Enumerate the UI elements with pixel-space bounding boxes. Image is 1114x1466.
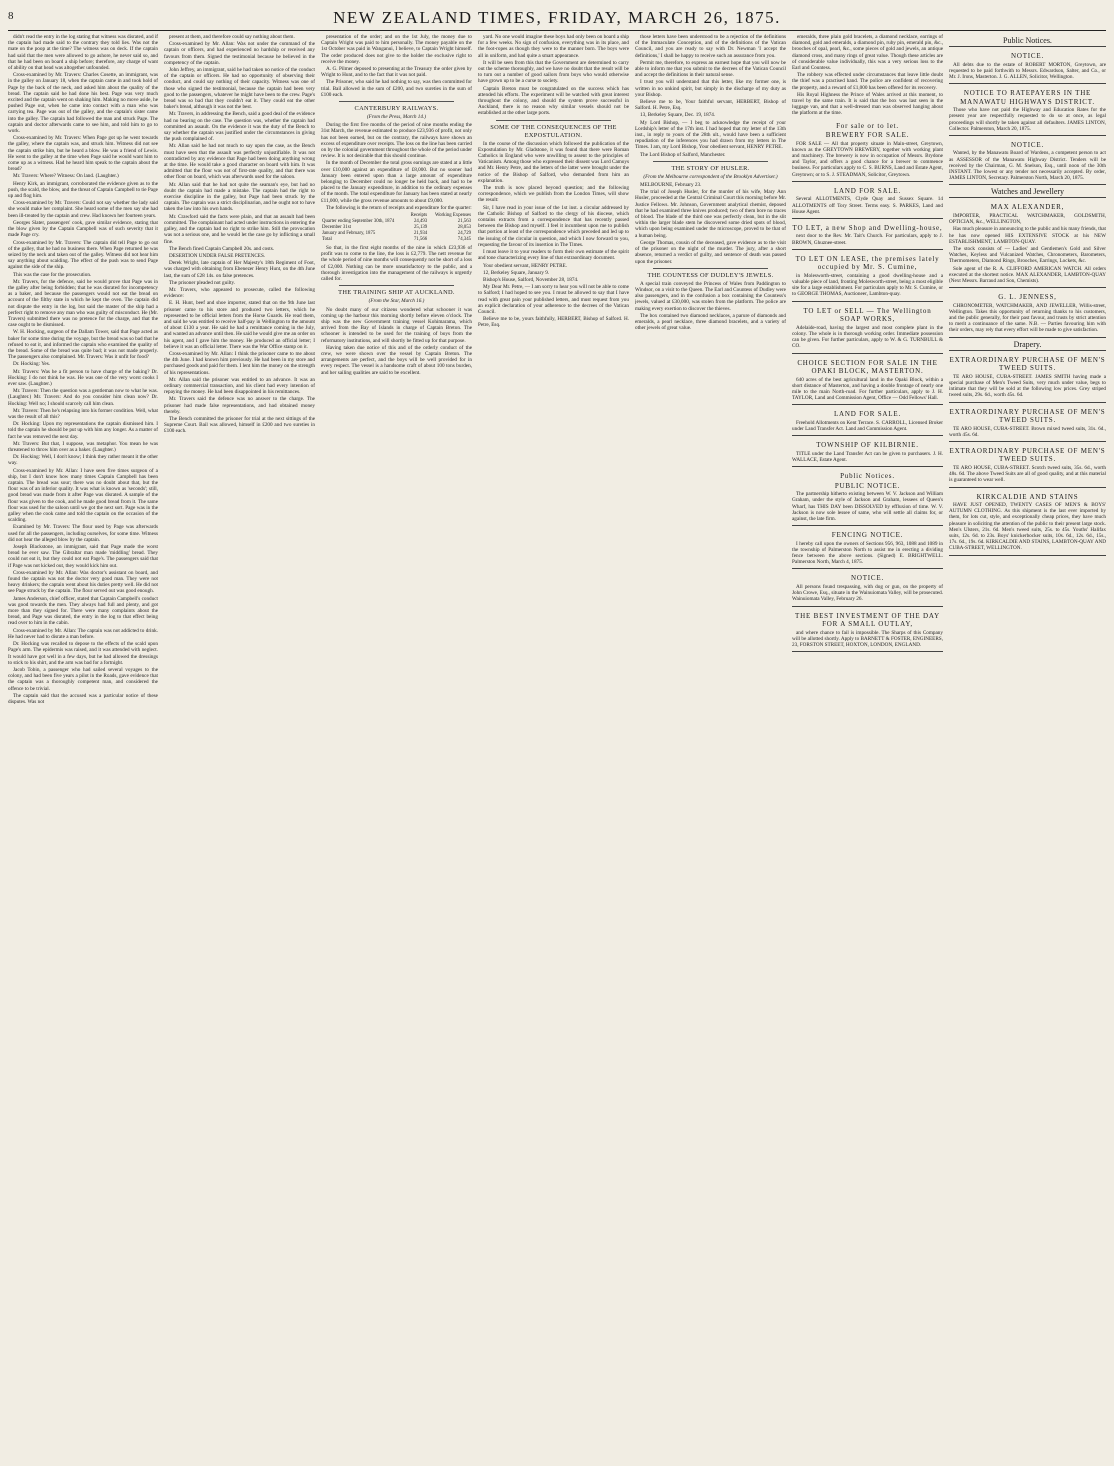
article-paragraph: Georges Slater, passengers' cook, gave similar evidence, stating that the blow given by the Captain Campbell was of such severity that it made Page cry.	[8, 219, 158, 239]
ad-heading: NOTICE.	[850, 574, 884, 583]
article-paragraph: 12, Berkeley Square, January 9.	[483, 269, 550, 276]
table-cell: 74,345	[457, 237, 471, 243]
article-paragraph: Mr. Allan said the prisoner was entitled to an advance. It was an ordinary commercial transaction, and his client had every intention of repaying the money. He had been disappointed in his remittances.	[164, 376, 315, 396]
ad-title: PUBLIC NOTICE.	[834, 481, 901, 490]
classified-ad	[792, 528, 943, 569]
column-4	[478, 34, 629, 1460]
ad-text: FOR SALE — All that property situate in Main-street, Greytown, known as the GREYTOWN BREWERY, together with working plant and machinery. The brewery is now in occupation of Messrs. Brydone and Taylor, and offers a good chance for a brewer to commence business. For particulars apply to C. S. BURNS, Land and Estate Agent, Greytown; or to S. J. STEADMAN, Solicitor, Greytown.	[792, 140, 943, 178]
ad-text: TITLE under the Land Transfer Act can be given to purchasers. J. H. WALLACE, Estate Agent.	[792, 450, 943, 463]
section-divider	[496, 120, 611, 121]
article-headline: SOME OF THE CONSEQUENCES OF THE EXPOSTULATION.	[490, 123, 617, 139]
ad-text: and where chance to fail is impossible. The Sharps of this Company will be allotted shortly. Apply to BARNETT & FOSTER, ENGINEERS, 23, FORSTON STREET, HOXTON, LONDON, ENGLAND.	[792, 629, 943, 648]
table-cell: 21,934	[413, 231, 428, 237]
column-7	[949, 34, 1106, 1460]
ad-heading: EXTRAORDINARY PURCHASE OF MEN'S TWEED SUITS.	[949, 355, 1106, 373]
classified-ad	[949, 86, 1106, 136]
ad-text: HAVE JUST OPENED, TWENTY CASES OF MEN'S & BOYS' AUTUMN CLOTHING. As this shipment is the last ever imported by them, for lots cut, style, and exceptionally cheap prices, they have much pleasure in soliciting the attention of the public to their present large stock. Men's Ulsters, 21s. 6d. Men's tweed suits, 25s. to 45s. Youths' Halifax suits, 12s. 6d. to 23s. Boys' knickerbocker suits, 10s. 6d., 12s. 6d., 15s., 17s. 6d., 19s. 6d. KIRKCALDIE AND STAINS, LAMBTON-QUAY AND CUBA-STREET, WELLINGTON.	[949, 502, 1106, 552]
ad-text: The stock consists of — Ladies' and Gentlemen's Gold and Silver Watches, Keyless and Vulcanized Watches, Chronometers, Barometers, Thermometers, Diamond Rings, Brooches, Earrings, Lockets, &c.	[949, 245, 1106, 265]
column-5	[635, 34, 786, 1460]
column-2	[164, 34, 315, 1460]
article-paragraph: Mr. Travers, for the defence, said he would prove that Page was in the galley after being forbidden; that he was disrated for incompetency as a baker, and because the passengers would not eat the bread on account of the filthy state in which he kept the oven. The captain did not dispute the entry in the log, but said the master of the ship had a perfect right to remove any man who was guilty of misconduct. He (Mr. Travers) submitted there was no pretence for the charge, and that the case ought to be dismissed.	[8, 278, 158, 329]
article-paragraph: Cross-examined by Mr. Travers: Could not say whether the lady said she would make her complaint. She heard some of the men say she had been ill-treated by the captain and crew. Had known her fourteen years.	[8, 200, 158, 219]
article-paragraph: didn't read the entry in the log stating that witness was disrated, and if the captain had made said to the contrary they told lies. Was not the mate on the poop at the time? The witness was on deck. If the captain had said that the men were allowed to go ashore, he never said so, and that he had been on board a ship before; therefore, any charge of want of ability on that head was altogether unfounded.	[8, 34, 158, 72]
ad-heading: For sale or to let.	[836, 121, 899, 130]
article-paragraph: Examined by Mr. Travers: The flour used by Page was afterwards used for all the passengers, including ourselves, for some time. Witness did not hear the alleged blow by the captain.	[8, 524, 158, 543]
classified-ad	[949, 49, 1106, 84]
ad-text: 640 acres of the best agricultural land in the Opaki Block, within a short distance of Masterton, and having a double frontage of nearly one mile to the main North-road. For further particulars, apply to J. H. TAYLOR, Land and Commission Agent, Office — Odd Fellows' Hall.	[792, 376, 943, 402]
article-paragraph: Cross-examined by Mr. Travers: The captain did tell Page to go out of the galley, that he had no business there. When Page returned he was seized by the neck and taken out of the galley. Witness did not hear him say anything about scalding. The effect of the push was to send Page against the side of the ship.	[8, 239, 158, 271]
table-cell: 25,139	[413, 225, 428, 231]
classified-ad	[792, 407, 943, 436]
article-paragraph: I trust you will understand that this letter, like my former one, is written in no unkind spirit, but simply in the discharge of my duty as your Bishop.	[635, 79, 786, 98]
classified-ad	[949, 444, 1106, 488]
article-headline: THE STORY OF HUSLER.	[671, 164, 750, 172]
ad-heading: KIRKCALDIE AND STAINS	[976, 492, 1079, 501]
article-paragraph: Having taken due notice of this and of the orderly conduct of the crew, we were shown over the vessel by Captain Breton. The arrangements are perfect, and the boys will be well provided for in every respect. The vessel is a handsome craft of about 100 tons burden, and her sailing qualities are said to be excellent.	[321, 344, 472, 376]
article-paragraph: My Dear Mr. Petre, — I am sorry to hear you will not be able to come to Salford; I had hoped to see you. I must be allowed to say that I have read with great pain your published letters, and must request from you an explicit declaration of your adherence to the decrees of the Vatican Council.	[478, 284, 629, 315]
article-paragraph: Mr. Travers: But that, I suppose, was metaphor. You mean he was threatened to throw him over as a baker. (Laughter.)	[8, 440, 158, 453]
article-paragraph: Bishop's House, Salford, November 28, 1874.	[483, 276, 579, 283]
ad-text: CHRONOMETER, WATCHMAKER, AND JEWELLER, Willis-street, Wellington. Takes this opportunity of returning thanks to his customers, and the public generally, for their past favour, and trusts by strict attention to merit a continuance of the same. N.B. — Parties favouring him with their orders, may rely that every effort will be made to give satisfaction.	[949, 302, 1106, 334]
ad-heading: NOTICE TO RATEPAYERS IN THE MANAWATU HIGHWAYS DISTRICT.	[960, 89, 1095, 106]
article-paragraph: During the first five months of the period of nine months ending the 31st March, the revenue estimated to produce £23,936 of profit, not only has not been earned, but on the contrary, the railways have shown an excess of expenditure over receipts. The loss on the line has been carried on by the colonial government throughout the whole of the period under review. It is not desirable that this should continue.	[321, 122, 472, 160]
ad-text: TE ARO HOUSE, CUBA-STREET. JAMES SMITH having made a special purchase of Men's Tweed Suits, very much under value, begs to intimate that they will be sold at the following low prices. Grey striped tweed suits, 29s. 6d., worth 45s. 6d.	[949, 373, 1106, 399]
article-paragraph: presentation of the order; and on the 1st July, the money due to Captain Wright was paid to him personally. The money payable on the 1st October was paid in Wanganui, I believe, to Captain Wright himself. The order produced does not give to the holder the exclusive right to receive the money.	[321, 34, 472, 65]
article-paragraph: Cross-examined by Mr. Allan: I think the prisoner came to me about the 4th June. I had known him previously. He had been in my store and purchased goods and paid for them. I lent him the money on the strength of his representations.	[164, 350, 315, 376]
article-paragraph: Believe me to be, Your faithful servant, HERBERT, Bishop of Salford. H. Petre, Esq.	[635, 99, 786, 112]
classified-ad	[792, 184, 943, 219]
ad-title: BREWERY FOR SALE.	[825, 131, 910, 140]
article-paragraph: In the course of the discussion which followed the publication of the Expostulation by Mr. Gladstone, it was found that there were Roman Catholics in England who were unwilling to assent to the principles of Vaticanism. Among those who expressed their dissent was Lord Camoys and Mr. Henry Petre, and the letters of the latter were brought under the notice of the Bishop of Salford, who demanded from him an explanation.	[478, 140, 629, 184]
article-paragraph: Joseph Blackstone, an immigrant, said that Page made the worst bread he ever saw. The Gibraltar man made 'middling' bread. They could not eat it, but they could not eat Page's. The passengers said that if Page was not kicked out, they would kick him out.	[8, 544, 158, 569]
article-paragraph: Mr. Travers: Was he a fit person to have charge of the baking? Dr. Hocking: I do not think he was. He was one of the very worst cooks I ever saw. (Laughter.)	[8, 368, 158, 387]
table-header-cell: Receipts	[410, 213, 428, 219]
article-paragraph: My Lord Bishop, — I beg to acknowledge the receipt of your Lordship's letter of the 17th inst. I had hoped that my letter of the 13th inst., in reply to yours of the 28th ult., would have been a sufficient repudiation of the inferences you had drawn from my letters in The Times. I am, my Lord Bishop, Your obedient servant, HENRY PETRE.	[635, 119, 786, 151]
ad-heading: EXTRAORDINARY PURCHASE OF MEN'S TWEED SUITS.	[949, 446, 1106, 464]
article-paragraph: Derek Wright, late captain of Her Majesty's 18th Regiment of Foot, was charged with obtaining from Ebenezer Henry Hunt, on the 4th June last, the sum of £28 14s. on false pretences.	[164, 260, 315, 279]
article-source: (From the Star, March 16.)	[368, 298, 425, 305]
ad-text: Has much pleasure in announcing to the public and his many friends, that he has now opened HIS EXTENSIVE STOCK at his NEW ESTABLISHMENT, LAMBTON-QUAY.	[949, 226, 1106, 245]
article-paragraph: A. G. Pilmer deposed to presenting at the Treasury the order given by Wright to Hunt, and to the fact that it was not paid.	[321, 66, 472, 79]
article-paragraph: W. H. Hocking, surgeon of the Dallam Tower, said that Page acted as baker for some time during the voyage, but the bread was so bad that he refused to eat it, and informed the captain who examined the quality of the bread. Some of the bread was quite bad; it was not made properly. The passengers also complained. Mr. Travers: Was it unfit for food?	[8, 329, 158, 361]
classified-ad	[949, 405, 1106, 442]
article-paragraph: James Anderson, chief officer, stated that Captain Campbell's conduct was good towards the men. They always had full and plenty, and got more than they signed for. There were many complaints about the bread, and Page was disrated, the entry in the log to that effect being read over to him in the cabin.	[8, 595, 158, 627]
classified-ad	[792, 438, 943, 467]
article-paragraph: John Jeffrey, an immigrant, said he had taken no notice of the conduct of the captain or officers. He had no opportunity of observing their conduct, and could say nothing of their capacity. Witness was one of those who signed the testimonial, because the captain had been very good to the passengers, whatever he might have been to the crew. Page's bread was so bad that they couldn't eat it. They could eat the other baker's bread, although it was not the best.	[164, 67, 315, 111]
table-cell: December 31st	[322, 225, 351, 231]
article-paragraph: Mr. Travers: Then he's relapsing into his former condition. Well, what was the result of all this?	[8, 407, 158, 420]
ad-heading: CHOICE SECTION FOR SALE IN THE OPAKI BLOCK, MASTERTON.	[797, 358, 938, 375]
ad-text: All debts due to the estate of ROBERT MORTON, Greytown, are requested to be paid forthwith to Messrs. Edwardson, Salter, and Co., or Mr. J. Irons, Masterton. J. G. ALLEN, Solicitor, Wellington.	[949, 61, 1106, 80]
article-paragraph: those letters have been understood to be a rejection of the definitions of the Immaculate Conception, and of the definitions of the Vatican Council, and you are ready to say with Dr. Newman 'I accept the definitions,' I shall be happy to receive such an assurance from you.	[635, 34, 786, 59]
classified-ad	[949, 200, 1106, 288]
ad-heading: TO LET or SELL — The Wellington SOAP WORKS,	[803, 306, 932, 324]
article-paragraph: The prisoner pleaded not guilty.	[169, 279, 236, 286]
section-divider	[653, 268, 768, 269]
ad-heading: TOWNSHIP OF KILBIRNIE.	[816, 441, 919, 450]
article-paragraph: Your obedient servant, HENRY PETRE.	[483, 262, 568, 269]
article-paragraph: Dr. Hocking: Well, I don't know; I think they rather meant it the other way.	[8, 454, 158, 467]
classified-ad	[792, 304, 943, 354]
article-paragraph: Mr. Allan said he had not much to say upon the case, as the Bench must have seen that the assault was perfectly unjustifiable. It was not contradicted by any evidence that Page had been doing anything wrong at the time. He would take a good character on board with him. It was admitted that the flour was not of first-rate quality, and that there was other flour on board, which was afterwards used for the saloon.	[164, 143, 315, 181]
ad-text: Freehold Allotments on Kent Terrace. S. CARROLL, Licensed Broker under Land Transfer Act. Land and Commission Agent.	[792, 419, 943, 433]
ad-text: TE ARO HOUSE, CUBA-STREET. Brown mixed tweed suits, 31s. 6d., worth 45s. 6d.	[949, 425, 1106, 438]
article-paragraph: Cross-examined by Mr. Allan: Was doctor's assistant on board, and found the captain was not the doctor very good man. They were not heavy drinkers; the captain went about his duties pretty well. He did not see Page struck by the captain. The flour served out was good enough.	[8, 569, 158, 595]
article-paragraph: I must leave it to your readers to form their own estimate of the spirit and tone characterizing every line of that extraordinary document.	[478, 249, 629, 262]
section-heading: Drapery.	[949, 340, 1106, 351]
ad-text: Adelaide-road, having the largest and most complete plant in the colony. The whole is in thorough working order. Immediate possession can be given. For further particulars, apply to W. & G. TURNBULL & CO.	[792, 324, 943, 350]
ad-heading: NOTICE.	[1010, 52, 1044, 60]
article-paragraph: In the month of December the total gross earnings are stated at a little over £10,000 against an expenditure of £8,000. But no sooner had January been entered upon than a large amount of expenditure belonging to December could no longer be held back, and had to be placed to the January expenditure, in addition to the ordinary expenses of the month. The total expenditure for January has been stated at nearly £11,000, while the gross revenue amounts to about £9,000.	[321, 160, 472, 204]
column-1	[8, 34, 158, 1460]
article-paragraph: The following is the return of receipts and expenditure for the quarter:	[326, 204, 472, 211]
table-cell: 24,493	[413, 219, 428, 225]
article-paragraph: Mr. Allan said that he had not quite the seaman's eye, but had no doubt the captain had made a mistake. The captain had the right to exercise discipline in the galley, but Page had been struck by the captain. The captain was a strict disciplinarian, and he ought not to have taken the law into his own hands.	[164, 181, 315, 213]
ad-text: TE ARO HOUSE, CUBA-STREET. Scotch tweed suits, 35s. 6d., worth 48s. 6d. The above Tweed Suits are all of good quality, and at this material is guaranteed to wear well.	[949, 464, 1106, 484]
article-paragraph: Cross-examined by Mr. Allan: Was not under the command of the captain or officers, and had experienced no hardship or received any favours from them. Signed the testimonial because he believed in the competency of the captain.	[164, 41, 315, 66]
table-cell: Quarter ending September 30th, 1874	[322, 219, 395, 225]
masthead	[0, 6, 1114, 30]
table-cell: 71,566	[413, 237, 428, 243]
section-heading: Public Notices.	[949, 36, 1106, 47]
article-paragraph: Dr. Hocking: Upon my representations the captain dismissed him. I told the captain he should be put up with him any longer. As a matter of fact he was removed the next day.	[8, 421, 158, 440]
newspaper-title: NEW ZEALAND TIMES, FRIDAY, MARCH 26, 1875.	[333, 8, 781, 27]
article-source: (From the Press, March 14.)	[366, 114, 427, 121]
article-paragraph: This was the case for the prosecution.	[13, 271, 92, 278]
article-paragraph: His Royal Highness the Prince of Wales arrived at this moment, to travel by the same train. It is said that the box was last seen in the luggage van, and that a well-dressed man was observed hanging about the platform at the time.	[792, 91, 943, 117]
ad-text: IMPORTER, PRACTICAL WATCHMAKER, GOLDSMITH, OPTICIAN, &c., WELLINGTON,	[949, 212, 1106, 226]
ad-text: Those who have not paid the Highway and Education Rates for the present year are respectfully requested to do so at once, as legal proceedings will shortly be taken against all defaulters. JAMES LINTON, Collector. Palmerston, March 20, 1875.	[949, 107, 1106, 132]
ad-text: The partnership hitherto existing between W. V. Jackson and William Graham, under the style of Jackson and Graham, lessees of Queen's Wharf, has THIS DAY been DISSOLVED by effluxion of time. W. V. Jackson is now sole lessee of same, who will settle all claims for, or against, the late firm.	[792, 491, 943, 522]
article-paragraph: present at them, and therefore could say nothing about them.	[169, 34, 295, 40]
article-paragraph: emeralds, three plain gold bracelets, a diamond necklace, earrings of diamond, gold and emeralds, a diamond pin, ruby pin, emerald pin, &c., brooches of opal, pearl, &c., some pieces of gold and jewels, an antique diamond cross, and many rings of great value. Though these articles are of considerable value individually, this was a very serious loss to the Earl and Countess.	[792, 34, 943, 72]
article-paragraph: Mr. Travers: Where? Witness: On land. (Laughter.)	[13, 173, 119, 180]
ad-heading: THE BEST INVESTMENT OF THE DAY FOR A SMALL OUTLAY,	[795, 611, 940, 629]
ad-heading: FENCING NOTICE.	[831, 531, 904, 540]
ad-heading: NOTICE.	[1010, 140, 1044, 149]
ad-text: next door to the Rev. Mr. Tait's Church. For particulars, apply to J. BROWN, Ghuznee-street.	[792, 233, 943, 246]
article-paragraph: MELBOURNE, February 23.	[640, 182, 702, 189]
ad-heading: G. L. JENNESS,	[998, 293, 1057, 302]
article-paragraph: The Bench fined Captain Campbell 20s. and costs.	[169, 245, 275, 252]
ad-text: Several ALLOTMENTS, Clyde Quay and Sussex Square. 14 ALLOTMENTS off Tory Street. Terms easy. S. PARKES, Land and House Agent.	[792, 196, 943, 215]
ad-heading: TO LET ON LEASE, the premises lately occupied by Mr. S. Cumine,	[795, 254, 940, 272]
section-divider	[653, 161, 768, 162]
article-headline: CANTERBURY RAILWAYS.	[354, 105, 439, 113]
table-cell: 21,563	[457, 219, 471, 225]
table-cell: 28,053	[457, 225, 471, 231]
article-paragraph: The truth is now placed beyond question; and the following correspondence, which we publish from the London Times, will show the result:	[478, 185, 629, 204]
table-row	[321, 237, 472, 243]
article-paragraph: The trial of Joseph Husler, for the murder of his wife, Mary Ann Husler, proceeded at the Central Criminal Court this morning before Mr. Justice Fellows. Mr. Johnson, Government analytical chemist, deposed that he had examined three knives produced; two of them bore no traces of blood. The blade of the third one was perfectly clean, but in the slit within the larger blade stem he discovered some dried spots of blood, which upon being examined under the microscope, proved to be that of a human being.	[635, 189, 786, 239]
article-paragraph: Dr. Hocking: Yes.	[13, 361, 51, 368]
article-paragraph: Believe me to be, yours faithfully, HERBERT, Bishop of Salford. H. Petre, Esq.	[478, 316, 629, 329]
masthead-rule	[8, 30, 1106, 31]
classified-ad	[792, 571, 943, 606]
article-paragraph: The Prisoner, who said he had nothing to say, was then committed for trial. Bail allowed in the sum of £200, and two sureties in the sum of £100 each.	[321, 79, 472, 98]
article-paragraph: Henry Kirk, an immigrant, corroborated the evidence given as to the push, the scald, the blow, and the threat of Captain Campbell to tie Page up and flog him.	[8, 180, 158, 200]
table-cell: January and February, 1875	[322, 231, 376, 237]
classified-ad	[792, 119, 943, 182]
article-paragraph: Jacob Tobin, a passenger who had sailed several voyages to the colony, and had been five years a pilot in the Roads, gave evidence that the captain was a thoroughly competent man, and considered the offence to be trivial.	[8, 666, 158, 692]
ad-text: Wanted, by the Manawatu Board of Wardens, a competent person to act as ASSESSOR of the Manawatu Highway District. Tenders will be received by the Chairman, G. M. Snelson, Esq., until noon of the 30th INSTANT. The lowest or any tender not necessarily accepted. By order, JAMES LINTON, Secretary. Palmerston North, March 20, 1875.	[949, 150, 1106, 182]
page-number: 8	[8, 10, 14, 22]
article-paragraph: George Thomas, cousin of the deceased, gave evidence as to the visit of the prisoner on the night of the murder. The jury, after a short absence, returned a verdict of guilty, and sentence of death was passed upon the prisoner.	[635, 239, 786, 265]
article-paragraph: It will be seen from this that the Government are determined to carry out the scheme thoroughly, and we have no doubt that the result will be to turn out a number of good sailors from boys who would otherwise have grown up to be a curse to society.	[478, 59, 629, 85]
article-paragraph: Mr. Travers, in addressing the Bench, said a good deal of the evidence had no bearing on the case. The question was, whether the captain had committed an assault. On the evidence it was the duty of the Bench to say whether the captain was justified under the circumstances in giving the push complained of.	[164, 111, 315, 143]
column-3	[321, 34, 472, 1460]
classified-ad	[949, 353, 1106, 403]
table-header-cell: Working Expenses	[435, 213, 471, 219]
article-paragraph: Cross-examined by Mr. Allan: I have seen five times surgeon of a ship, but I don't know how many times Captain Campbell has been captain. The bread was sour; there was no doubt about that, but the flour was of an inferior quality. It was what is known as 'seconds'; still, good bread was made from it after Page was disrated. A sample of the flour was given to the cook, and he made good bread from it. The same flour was used for the saloon until we got the next sort. Page was in the galley when the cook came and told the captain on the occasion of the scalding.	[8, 467, 158, 524]
article-headline: THE COUNTESS OF DUDLEY'S JEWELS.	[647, 271, 774, 279]
table-cell: Total	[322, 237, 332, 243]
ad-heading: TO LET, a new Shop and Dwelling-house,	[792, 223, 943, 232]
classified-ad	[792, 252, 943, 302]
classified-ad	[792, 609, 943, 653]
classified-ad	[792, 469, 943, 526]
section-divider	[339, 285, 454, 286]
ad-heading: Public Notices.	[840, 472, 895, 481]
ad-text: Sole agent of the R. A. CLIFFORD AMERICAN WATCH. All orders executed at the shortest notice. MAX ALEXANDER, LAMBTON-QUAY (Next Messrs. Barraud and Son, Chemists).	[949, 265, 1106, 284]
article-source: (From the Melbourne correspondent of the Brooklyn Advertiser.)	[643, 173, 778, 180]
section-heading: Watches and Jewellery	[949, 187, 1106, 198]
article-paragraph: E. H. Hunt, beef and shoe importer, stated that on the 9th June last prisoner came to his store and produced two letters, which he represented to be official letters from the Horse Guards. He read them, and said he was entitled to receive half-pay in Wellington to the amount of about £130 a year. He said he had a remittance coming in the July, and wanted an advance until then. He said he would give me an order on his agent, and I gave him the money. He produced an official letter; I believe it was an official letter. There was the War Office stamp on it.	[164, 300, 315, 350]
article-paragraph: Captain Breton must be congratulated on the success which has attended his efforts. The experiment will be watched with great interest throughout the colony, and should the system prove successful in Auckland, there is no reason why similar vessels should not be established at the other large ports.	[478, 85, 629, 117]
ad-text: All persons found trespassing, with dog or gun, on the property of John Crowe, Esq., situate in the Wainuiomata Valley, will be prosecuted. Wainuiomata Valley, February 26.	[792, 583, 943, 603]
article-paragraph: Cross-examined by Mr. Travers: Charles Cosette, an immigrant, was in the galley on January 18, when the captain came in and took hold of Page by the back of the neck, and asked him about the quality of the bread. The captain said he had done his best. Page was very much excited and the captain went on shaking him. Making no move aside, he pushed Page out, when he came into contact with a man who was carrying tea. Page was out of the galley, and the captain's sister came into the galley. The captain had followed the man and struck Page. The captain and doctor afterwards came to see him, and told him to go to work.	[8, 72, 158, 135]
classified-ad	[949, 138, 1106, 186]
article-paragraph: Dr. Hocking was recalled to depose to the effects of the scald upon Page's arm. The epidermis was raised, and it was attended with neglect. It would have got well in a few days, but he had allowed the dressings to stick to his shirt, and the arm was bad for a fortnight.	[8, 641, 158, 666]
ad-heading: MAX ALEXANDER,	[990, 203, 1065, 212]
article-paragraph: DESERTION UNDER FALSE PRETENCES.	[169, 252, 266, 259]
article-paragraph: Mr. Travers said the defence was no answer to the charge. The prisoner had made false representations, and had obtained money thereby.	[164, 396, 315, 415]
ad-heading: LAND FOR SALE.	[833, 186, 901, 195]
article-paragraph: Mr. Travers, who appeared to prosecute, called the following evidence:	[164, 286, 315, 300]
article-paragraph: Permit me, therefore, to express an earnest hope that you will now be able to inform me that you submit to the decrees of the Vatican Council and accept the definitions in their natural sense.	[635, 59, 786, 79]
table-cell: 24,729	[457, 231, 471, 237]
article-paragraph: Mr. Crawford said the facts were plain, and that an assault had been committed. The complainant had acted under instructions in entering the galley, and the captain had no right to strike him. Still the provocation was not a serious one, and he would let the case go by inflicting a small fine.	[164, 213, 315, 245]
article-paragraph: The box contained two diamond necklaces, a parure of diamonds and emeralds, a pearl necklace, three diamond bracelets, and a variety of other jewels of great value.	[635, 312, 786, 332]
article-paragraph: No doubt many of our citizens wondered what schooner it was coming up the harbour this morning shortly before eleven o'clock. The ship was the new Government training vessel Kohimarama, which arrived from the Bay of Islands in charge of Captain Breton. The schooner is intended to be used for the training of boys from the reformatory institutions, and will shortly be fitted up for that purpose.	[321, 306, 472, 344]
column-6	[792, 34, 943, 1460]
article-paragraph: yard. No one would imagine these boys had only been on board a ship for a few weeks. No sign of confusion, everything was in its place, and the foot-ropes as though they were to the manner born. The boys were all in uniform, and had quite a smart appearance.	[478, 34, 629, 59]
article-paragraph: 13, Berkeley Square, Dec. 19, 1874.	[640, 112, 716, 119]
railway-returns-table	[321, 213, 472, 243]
classified-ad	[792, 221, 943, 250]
article-paragraph: A special train conveyed the Princess of Wales from Paddington to Windsor, on a visit to the Queen. The Earl and Countess of Dudley were also passengers, and in the confusion a box containing the Countess's jewels, valued at £30,000, was stolen from the platform. The police are making every exertion to discover the thieves.	[635, 280, 786, 312]
article-paragraph: Sir, I have read in your issue of the 1st inst. a circular addressed by the Catholic Bishop of Salford to the clergy of his diocese, which contains extracts from a correspondence that has recently passed between the Bishop and myself. I feel it incumbent upon me to publish that portion at least of the correspondence which preceded and led up to the issuing of the circular in question, and which I now forward to you, requesting the favour of its insertion in The Times.	[478, 204, 629, 248]
classified-ad	[949, 290, 1106, 338]
ad-text: in Molesworth-street, containing a good dwelling-house and a valuable piece of land, fronting Molesworth-street, being a most eligible site for a large establishment. For particulars apply to Mr. S. Cumine, or to GEORGE THOMAS, Auctioneer, Lambton-quay.	[792, 272, 943, 298]
article-paragraph: The captain said that the accused was a particular notice of these disputes. Was not	[8, 692, 158, 705]
ad-text: I hereby call upon the owners of Sections 956, 963, 1088 and 1089 in the township of Palmerston North to assist me in erecting a dividing fence between the above sections. (Signed) E. BRIGHTWELL. Palmerston North, March 4, 1875.	[792, 540, 943, 566]
section-divider	[339, 101, 454, 102]
article-paragraph: Cross-examined by Mr. Allan: The captain was not addicted to drink. He had never had to disrate a man before.	[8, 627, 158, 640]
ad-heading: LAND FOR SALE.	[833, 410, 901, 419]
article-paragraph: The Bench committed the prisoner for trial at the next sittings of the Supreme Court. Bail was allowed, himself in £200 and two sureties in £100 each.	[164, 415, 315, 435]
ad-heading: EXTRAORDINARY PURCHASE OF MEN'S TWEED SUITS.	[949, 407, 1106, 424]
article-paragraph: So that, in the first eight months of the nine in which £23,936 of profit was to come to the line, the loss is £2,779. The nett revenue for the whole period of nine months will consequently not be short of a loss of £2,000. Nothing can be more unsatisfactory to the public, and a thorough investigation into the management of the railways is urgently called for.	[321, 245, 472, 283]
classified-ad	[949, 490, 1106, 556]
article-paragraph: The robbery was effected under circumstances that leave little doubt the thief was a practised hand. The police are confident of recovering the property, and a reward of £1,000 has been offered for its recovery.	[792, 72, 943, 91]
classified-ad	[792, 356, 943, 406]
columns	[8, 34, 1106, 1460]
article-paragraph: Mr. Travers: Then the question was a gentleman now to what he was. (Laughter.) Mr. Travers: And do you consider him clean now? Dr. Hocking: Well no; I should scarcely call him clean.	[8, 388, 158, 407]
article-paragraph: The Lord Bishop of Salford, Manchester.	[640, 151, 726, 158]
article-paragraph: Cross-examined by Mr. Travers: When Page got up he went towards the galley, where the captain was, and struck him. Witness did not see the captain strike him, but he heard a blow. He was a friend of Lewis. He went to the galley at the time when Page said he would want him to come up as a witness. Had he heard him speak to the captain about the bread?	[8, 135, 158, 173]
article-headline: THE TRAINING SHIP AT AUCKLAND.	[338, 289, 455, 297]
